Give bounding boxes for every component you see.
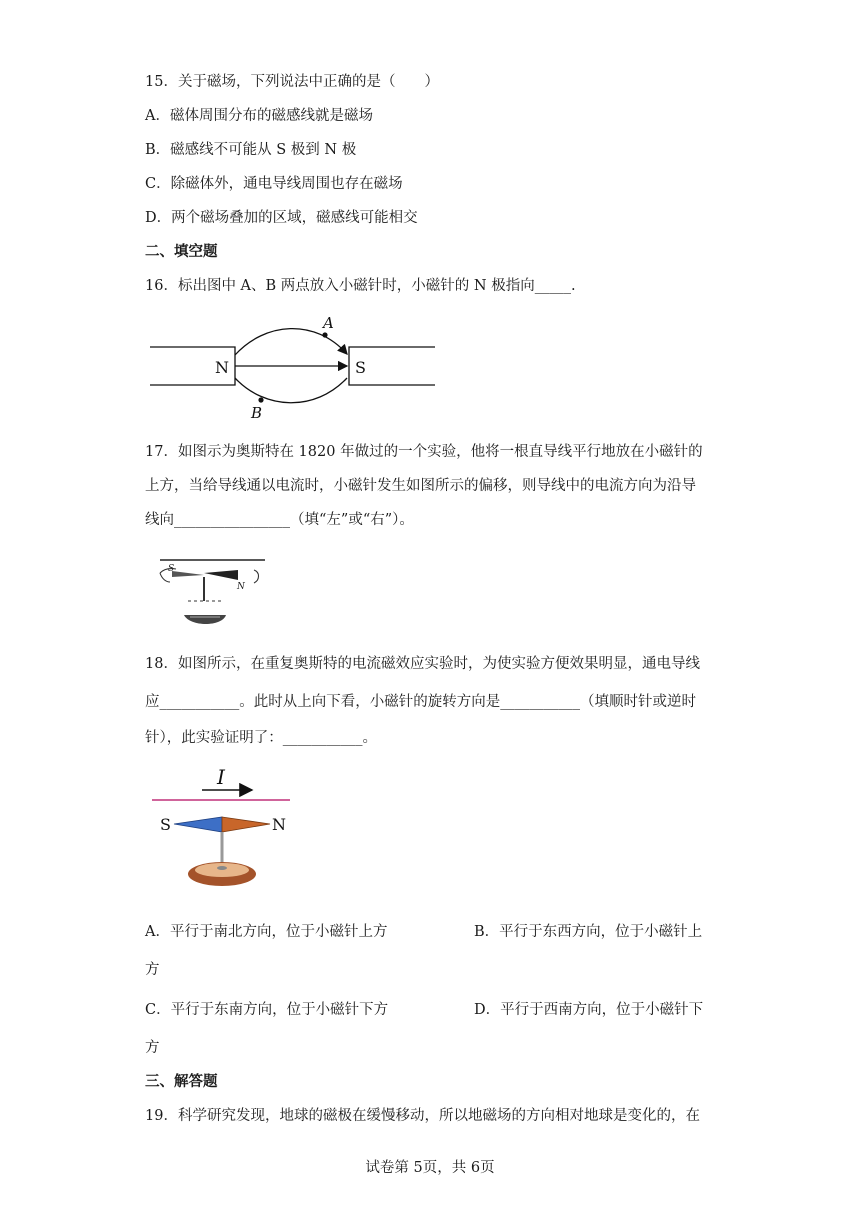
page-footer: 试卷第 5页，共 6页	[365, 1160, 495, 1176]
q17-line-3: 线向________________（填“左”或“右”）。	[145, 512, 414, 528]
q18-line-2: 应___________。此时从上向下看，小磁针的旋转方向是___________（填顺时针或逆时	[145, 694, 696, 710]
q18-option-c: C．平行于东南方向，位于小磁针下方	[145, 1002, 389, 1018]
q15-option-c: C．除磁体外，通电导线周围也存在磁场	[145, 176, 403, 192]
q17-oersted-figure	[150, 555, 275, 635]
q19-line-1: 19．科学研究发现，地球的磁极在缓慢移动，所以地磁场的方向相对地球是变化的，在	[145, 1108, 700, 1124]
q16-label-a: A	[323, 314, 334, 332]
q15-stem: 15．关于磁场，下列说法中正确的是（ ）	[145, 74, 439, 90]
q18-option-d-cont: 方	[145, 1040, 160, 1056]
q15-option-d: D．两个磁场叠加的区域，磁感线可能相交	[145, 210, 418, 226]
q18-option-a: A．平行于南北方向，位于小磁针上方	[145, 924, 388, 940]
q18-label-s: S	[160, 815, 171, 834]
q18-option-b-cont: 方	[145, 962, 160, 978]
q15-option-b: B．磁感线不可能从 S 极到 N 极	[145, 142, 357, 158]
section-heading-fill-blank: 二、填空题	[145, 243, 218, 260]
q17-line-2: 上方，当给导线通以电流时，小磁针发生如图所示的偏移，则导线中的电流方向为沿导	[145, 478, 696, 494]
q18-option-d: D．平行于西南方向，位于小磁针下	[474, 1002, 704, 1018]
q17-line-1: 17．如图示为奥斯特在 1820 年做过的一个实验，他将一根直导线平行地放在小磁针的	[145, 444, 703, 460]
q16-label-b: B	[251, 404, 263, 422]
q17-label-s: S	[168, 564, 175, 574]
section-heading-answer: 三、解答题	[145, 1073, 218, 1090]
q16-pole-n: N	[215, 358, 229, 377]
q18-label-n: N	[272, 815, 286, 834]
q16-point-a	[322, 332, 327, 337]
q16-pole-s: S	[355, 358, 366, 377]
q17-label-n: N	[237, 582, 245, 592]
q15-option-a: A．磁体周围分布的磁感线就是磁场	[145, 108, 373, 124]
q16-magnet-figure	[145, 310, 445, 425]
q16-point-b	[258, 397, 263, 402]
q18-line-1: 18．如图所示，在重复奥斯特的电流磁效应实验时，为使实验方便效果明显，通电导线	[145, 656, 700, 672]
q18-oersted-figure	[150, 762, 300, 894]
q18-line-3: 针），此实验证明了：___________。	[145, 730, 377, 746]
q18-current-label: I	[217, 765, 225, 789]
q16-stem: 16．标出图中 A、B 两点放入小磁针时，小磁针的 N 极指向_____.	[145, 278, 576, 294]
q18-option-b: B．平行于东西方向，位于小磁针上	[474, 924, 703, 940]
